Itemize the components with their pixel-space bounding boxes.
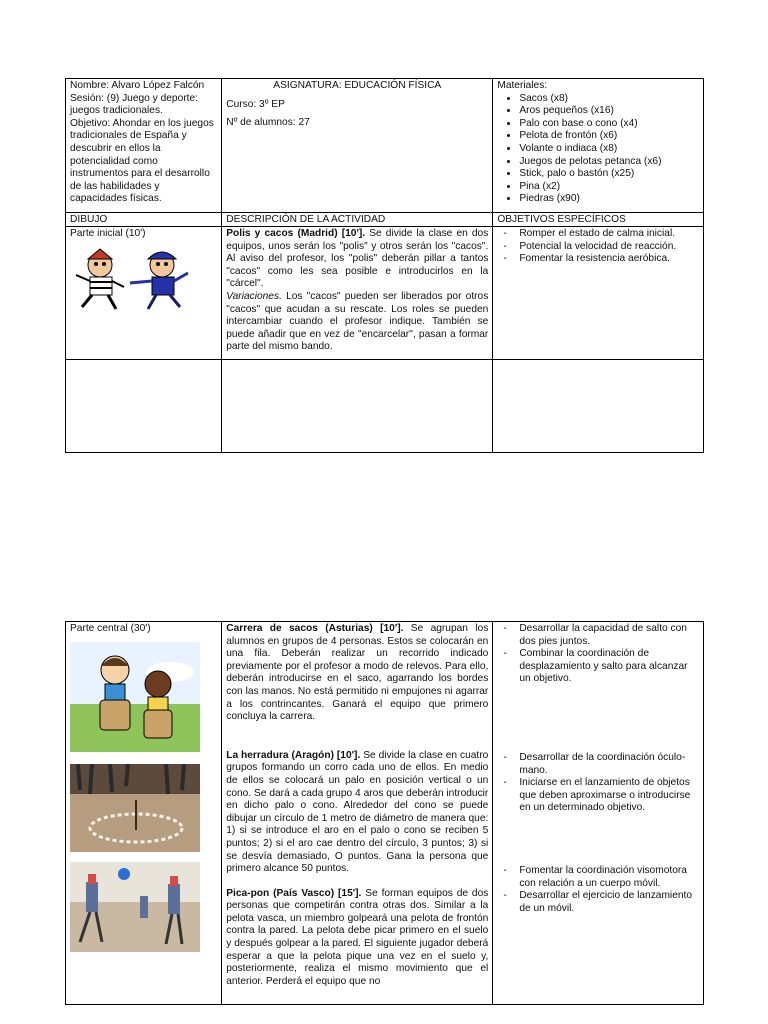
material-item: • Piedras (x90) <box>519 193 699 206</box>
materials-label: Materiales: <box>497 80 548 91</box>
la-herradura-objectives <box>497 752 699 815</box>
inicial-drawing-cell <box>66 227 222 360</box>
session-name: Sesión: (9) Juego y deporte: juegos tradicionales. <box>70 92 198 117</box>
polis-y-cacos-description <box>226 228 488 291</box>
la-herradura-text: Se divide la clase en cuatro grupos formando un corro cada uno de ellos. En medio de ellos se colocará un palo en posición vertical o un cono. Se dará a cada grupo 4 aros que deberán introducir en dicho palo o cono. Alrededor del cono se puede dibujar un círculo de 1 metro de diámetro de manera que: 1) si se introduce el aro en el palo o cono se reciben 5 puntos; 2) si el aro cae dentro del círculo, 3 puntos; 3) si se desvía demasiado, O puntos. Gana la persona que primero alcance 50 puntos. <box>226 749 489 875</box>
sack-race-illustration <box>70 642 200 752</box>
variations-label: Variaciones. <box>226 290 282 302</box>
material-item: • Pelota de frontón (x6) <box>519 130 699 143</box>
material-item: • Pina (x2) <box>519 181 699 194</box>
central-description-cell <box>222 622 493 1005</box>
inicial-label: Parte inicial (10') <box>70 228 146 239</box>
material-item: • Juegos de pelotas petanca (x6) <box>519 156 699 169</box>
objective-item: - Fomentar la resistencia aeróbica. <box>503 253 670 265</box>
material-item: • Sacos (x8) <box>519 93 699 106</box>
material-item: • Palo con base o cono (x4) <box>519 118 699 131</box>
carrera-de-sacos-text: Se agrupan los alumnos en grupos de 4 personas. Estos se colocarán en una fila. Deberán realizar un recorrido indicado previamente por el profesor a modo de relevos. Para ello, deberán introducirse en el saco, agarrando los bordes con las manos. No está permitido ni empujones ni agarrar a los contrincantes. Ganará el equipo que primero concluya la carrera. <box>226 623 489 723</box>
inicial-objectives-list <box>497 228 699 266</box>
objective-item: - Iniciarse en el lanzamiento de objetos que deben aproximarse o introducirse en un determinado objetivo. <box>503 777 691 814</box>
central-drawing-cell <box>66 622 222 1005</box>
pica-pon-title: Pica-pon (País Vasco) [15']. <box>226 887 362 899</box>
subject-cell <box>222 79 493 213</box>
polis-y-cacos-variations <box>226 291 488 354</box>
central-objectives-cell <box>493 622 704 1005</box>
objective-item: - Combinar la coordinación de desplazamiento y salto para alcanzar un objetivo. <box>503 648 688 685</box>
empty-cell <box>493 360 704 453</box>
materials-cell <box>493 79 704 213</box>
empty-cell <box>222 360 493 453</box>
pica-pon-text: Se forman equipos de dos personas que competirán contra otras dos. Similar a la pelota vasca, un miembro golpeará una pelota de frontón contra la pared. La pelota debe picar primero en el suelo y después golpear a la pared. El siguiente jugador deberá esperar a que la pelota pique una vez en el suelo y, posteriormente, realiza el mismo movimiento que el anterior. Perderá el equipo que no <box>226 887 489 987</box>
la-herradura-description <box>226 750 488 876</box>
variations-text: Los "cacos" pueden ser liberados por otros "cacos" que acudan a su rescate. Los roles se pueden intercambiar cuando el profesor indique. También se puede añadir que en vez de "encarcelar", pasan a formar parte del mismo bando. <box>226 290 489 353</box>
session-table-central <box>65 621 704 1005</box>
cops-and-robbers-illustration <box>70 245 200 315</box>
objective-item: - Desarrollar el ejercicio de lanzamiento de un móvil. <box>503 890 693 914</box>
objective-item: - Fomentar la coordinación visomotora con relación a un cuerpo móvil. <box>503 864 687 889</box>
objective-item: - Potencial la velocidad de reacción. <box>503 240 677 252</box>
polis-y-cacos-text: Se divide la clase en dos equipos, unos serán los "polis" y otros serán los "cacos". Al aviso del profesor, los "polis" deberán pillar a tantos "cacos" como les sea posible e introducirlos en la "cárcel". <box>226 228 489 290</box>
course: Curso: 3º EP <box>226 98 285 110</box>
column-header-dibujo: DIBUJO <box>66 213 222 227</box>
material-item: • Volante o indiaca (x8) <box>519 143 699 156</box>
session-table-top <box>65 78 704 453</box>
objective-item: - Desarrollar la capacidad de salto con dos pies juntos. <box>503 623 687 647</box>
subject-title: ASIGNATURA: EDUCACIÓN FÍSICA <box>273 80 442 91</box>
column-header-descripcion: DESCRIPCIÓN DE LA ACTIVIDAD <box>222 213 493 227</box>
pica-pon-description <box>226 888 488 989</box>
teacher-name: Nombre: Alvaro López Falcón <box>70 80 205 91</box>
herradura-photo <box>70 764 200 852</box>
student-count: Nº de alumnos: 27 <box>226 117 310 129</box>
objective-item: - Romper el estado de calma inicial. <box>503 228 676 239</box>
inicial-objectives-cell <box>493 227 704 360</box>
empty-cell <box>66 360 222 453</box>
pica-pon-objectives <box>497 865 699 915</box>
carrera-de-sacos-description <box>226 623 488 724</box>
central-label: Parte central (30') <box>70 623 151 634</box>
carrera-de-sacos-objectives <box>497 623 699 686</box>
objective-item: - Desarrollar de la coordinación óculo-mano. <box>503 751 686 776</box>
pica-pon-photo <box>70 862 200 952</box>
session-objective: Objetivo: Ahondar en los juegos tradicionales de España y descubrir en ellos la potencialidad como instrumentos para el desarrollo de las habilidades y capacidades físicas. <box>70 117 214 205</box>
polis-y-cacos-title: Polis y cacos (Madrid) [10']. <box>226 228 366 239</box>
material-item: • Stick, palo o bastón (x25) <box>519 168 699 181</box>
material-item: • Aros pequeños (x16) <box>519 105 699 118</box>
carrera-de-sacos-title: Carrera de sacos (Asturias) [10']. <box>226 623 404 634</box>
materials-list <box>497 93 699 206</box>
inicial-description-cell <box>222 227 493 360</box>
column-header-objetivos: OBJETIVOS ESPECÍFICOS <box>493 213 704 227</box>
session-info-cell <box>66 79 222 213</box>
la-herradura-title: La herradura (Aragón) [10']. <box>226 749 361 761</box>
